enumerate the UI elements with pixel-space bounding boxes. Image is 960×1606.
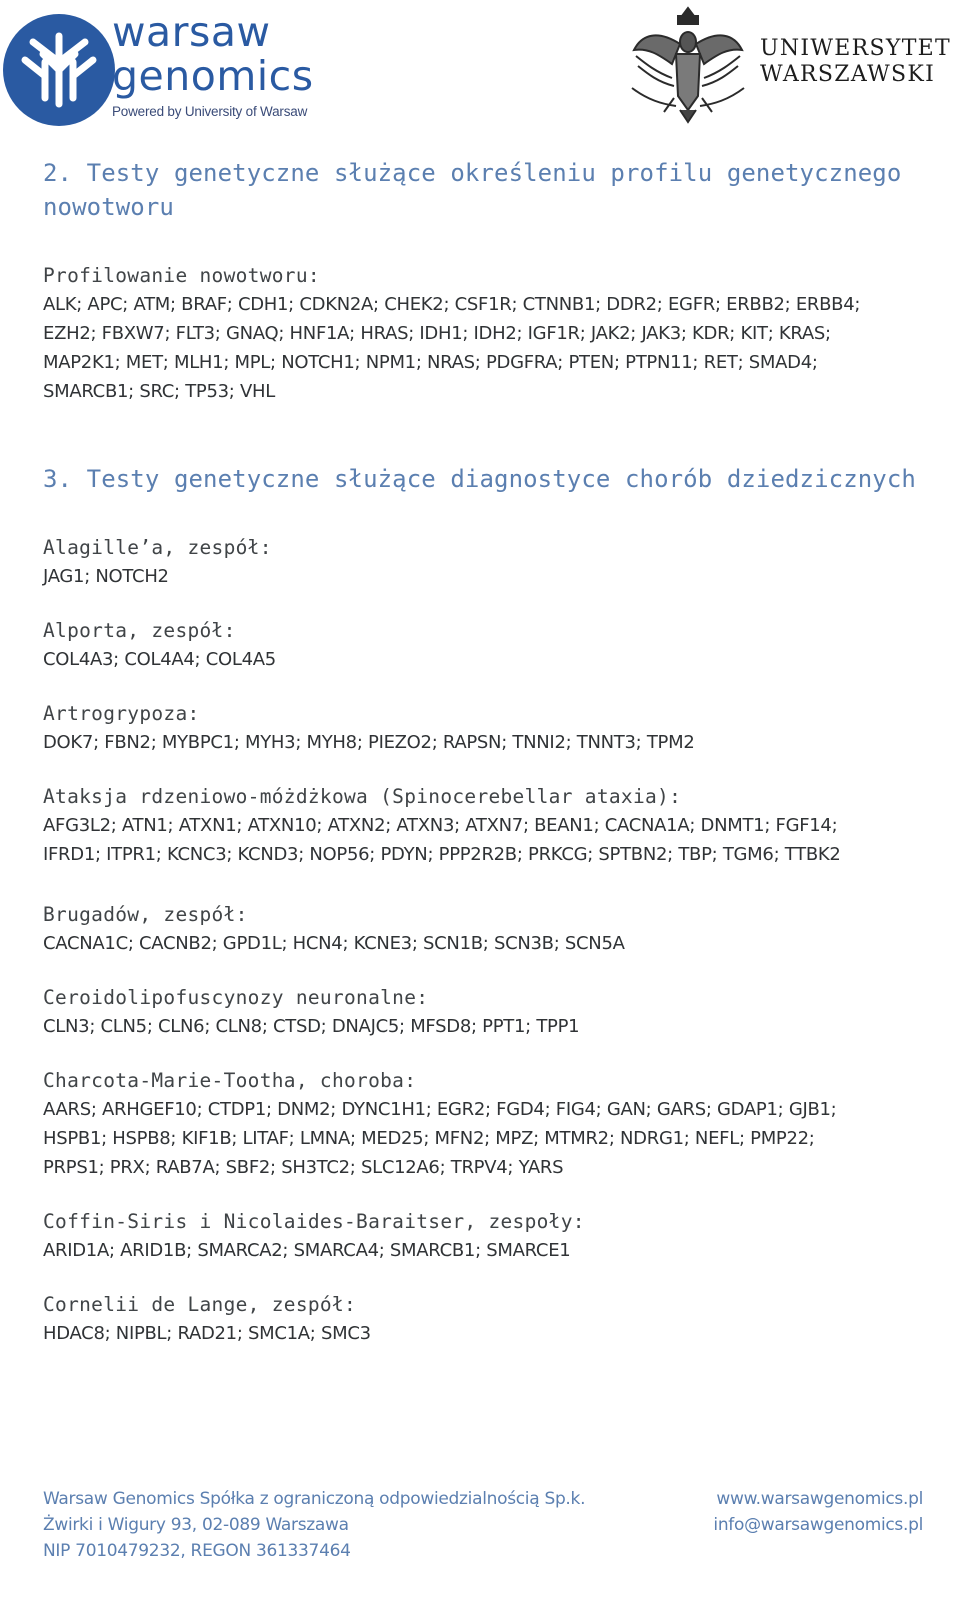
wordmark-genomics: genomics — [112, 52, 314, 100]
page-header — [0, 0, 960, 140]
gene-line: HDAC8; NIPBL; RAD21; SMC1A; SMC3 — [43, 1323, 371, 1344]
section-2-title — [43, 156, 923, 224]
gene-line: AFG3L2; ATN1; ATXN1; ATXN10; ATXN2; ATXN3; ATXN7; BEAN1; CACNA1A; DNMT1; FGF14; — [43, 815, 838, 836]
university-name-line2: WARSZAWSKI — [760, 62, 936, 87]
gene-line: AARS; ARHGEF10; CTDP1; DNM2; DYNC1H1; EGR2; FGD4; FIG4; GAN; GARS; GDAP1; GJB1; — [43, 1099, 837, 1120]
footer-address: Żwirki i Wigury 93, 02-089 Warszawa — [43, 1515, 349, 1535]
gene-list — [43, 1236, 923, 1265]
entry-ceroidolipofuscynozy — [43, 984, 923, 1041]
university-name — [760, 36, 951, 88]
entry-title: Profilowanie nowotworu: — [43, 264, 320, 287]
gene-line: ALK; APC; ATM; BRAF; CDH1; CDKN2A; CHEK2; CSF1R; CTNNB1; DDR2; EGFR; ERBB2; ERBB4; — [43, 294, 861, 315]
entry-title: Charcota-Marie-Tootha, choroba: — [43, 1069, 417, 1092]
entry-cornelia-de-lange — [43, 1291, 923, 1348]
section-3-title: 3. Testy genetyczne służące diagnostyce chorób dziedzicznych — [43, 465, 916, 493]
entry-title: Brugadów, zespół: — [43, 903, 248, 926]
gene-list — [43, 290, 923, 406]
gene-list — [43, 929, 923, 958]
section-3 — [43, 462, 923, 1348]
section-2-title-line2: nowotworu — [43, 193, 174, 221]
university-name-line1: UNIWERSYTET — [760, 36, 952, 61]
footer-tax-ids: NIP 7010479232, REGON 361337464 — [43, 1541, 351, 1561]
entry-alport — [43, 617, 923, 674]
entry-title: Ceroidolipofuscynozy neuronalne: — [43, 986, 429, 1009]
gene-list — [43, 562, 923, 591]
gene-line: CLN3; CLN5; CLN6; CLN8; CTSD; DNAJC5; MFSD8; PPT1; TPP1 — [43, 1016, 580, 1037]
footer-website-link[interactable]: www.warsawgenomics.pl — [716, 1489, 923, 1509]
warsaw-genomics-logo-icon — [3, 14, 115, 126]
gene-line: MAP2K1; MET; MLH1; MPL; NOTCH1; NPM1; NRAS; PDGFRA; PTEN; PTPN11; RET; SMAD4; — [43, 352, 818, 373]
entry-brugada — [43, 901, 923, 958]
wordmark-powered-by: Powered by University of Warsaw — [112, 104, 308, 119]
entry-title: Cornelii de Lange, zespół: — [43, 1293, 357, 1316]
gene-list — [43, 645, 923, 674]
section-2 — [43, 156, 923, 406]
entry-title: Ataksja rdzeniowo-móżdżkowa (Spinocerebellar ataxia): — [43, 785, 682, 808]
entry-artrogrypoza — [43, 700, 923, 757]
footer-company-info — [43, 1486, 585, 1564]
entry-alagille — [43, 534, 923, 591]
gene-line: SMARCB1; SRC; TP53; VHL — [43, 381, 275, 402]
warsaw-genomics-wordmark — [112, 10, 314, 119]
university-eagle-emblem-icon — [628, 0, 748, 125]
gene-line: PRPS1; PRX; RAB7A; SBF2; SH3TC2; SLC12A6; TRPV4; YARS — [43, 1157, 564, 1178]
entry-title: Alporta, zespół: — [43, 619, 236, 642]
gene-list — [43, 811, 923, 869]
entry-coffin-siris — [43, 1208, 923, 1265]
gene-line: EZH2; FBXW7; FLT3; GNAQ; HNF1A; HRAS; IDH1; IDH2; IGF1R; JAK2; JAK3; KDR; KIT; KRAS; — [43, 323, 831, 344]
document-body — [43, 156, 923, 1348]
entry-ataksja — [43, 783, 923, 869]
entry-title: Artrogrypoza: — [43, 702, 200, 725]
gene-list — [43, 1095, 923, 1182]
gene-list — [43, 728, 923, 757]
gene-list — [43, 1319, 923, 1348]
gene-line: JAG1; NOTCH2 — [43, 566, 169, 587]
section-2-title-line1: 2. Testy genetyczne służące określeniu profilu genetycznego — [43, 159, 902, 187]
footer-email-link[interactable]: info@warsawgenomics.pl — [713, 1515, 923, 1535]
entry-charcot-marie-tooth — [43, 1067, 923, 1182]
gene-line: CACNA1C; CACNB2; GPD1L; HCN4; KCNE3; SCN1B; SCN3B; SCN5A — [43, 933, 625, 954]
gene-list — [43, 1012, 923, 1041]
gene-line: IFRD1; ITPR1; KCNC3; KCND3; NOP56; PDYN; PPP2R2B; PRKCG; SPTBN2; TBP; TGM6; TTBK2 — [43, 844, 841, 865]
entry-title: Alagille’a, zespół: — [43, 536, 272, 559]
gene-line: HSPB1; HSPB8; KIF1B; LITAF; LMNA; MED25; MFN2; MPZ; MTMR2; NDRG1; NEFL; PMP22; — [43, 1128, 815, 1149]
wordmark-warsaw: warsaw — [112, 8, 271, 56]
footer-contact — [713, 1486, 923, 1538]
gene-line: COL4A3; COL4A4; COL4A5 — [43, 649, 276, 670]
gene-line: DOK7; FBN2; MYBPC1; MYH3; MYH8; PIEZO2; RAPSN; TNNI2; TNNT3; TPM2 — [43, 732, 695, 753]
entry-title: Coffin-Siris i Nicolaides-Baraitser, zespoły: — [43, 1210, 585, 1233]
footer-company-name: Warsaw Genomics Spółka z ograniczoną odpowiedzialnością Sp.k. — [43, 1489, 586, 1509]
entry-profilowanie — [43, 262, 923, 406]
gene-line: ARID1A; ARID1B; SMARCA2; SMARCA4; SMARCB1; SMARCE1 — [43, 1240, 571, 1261]
